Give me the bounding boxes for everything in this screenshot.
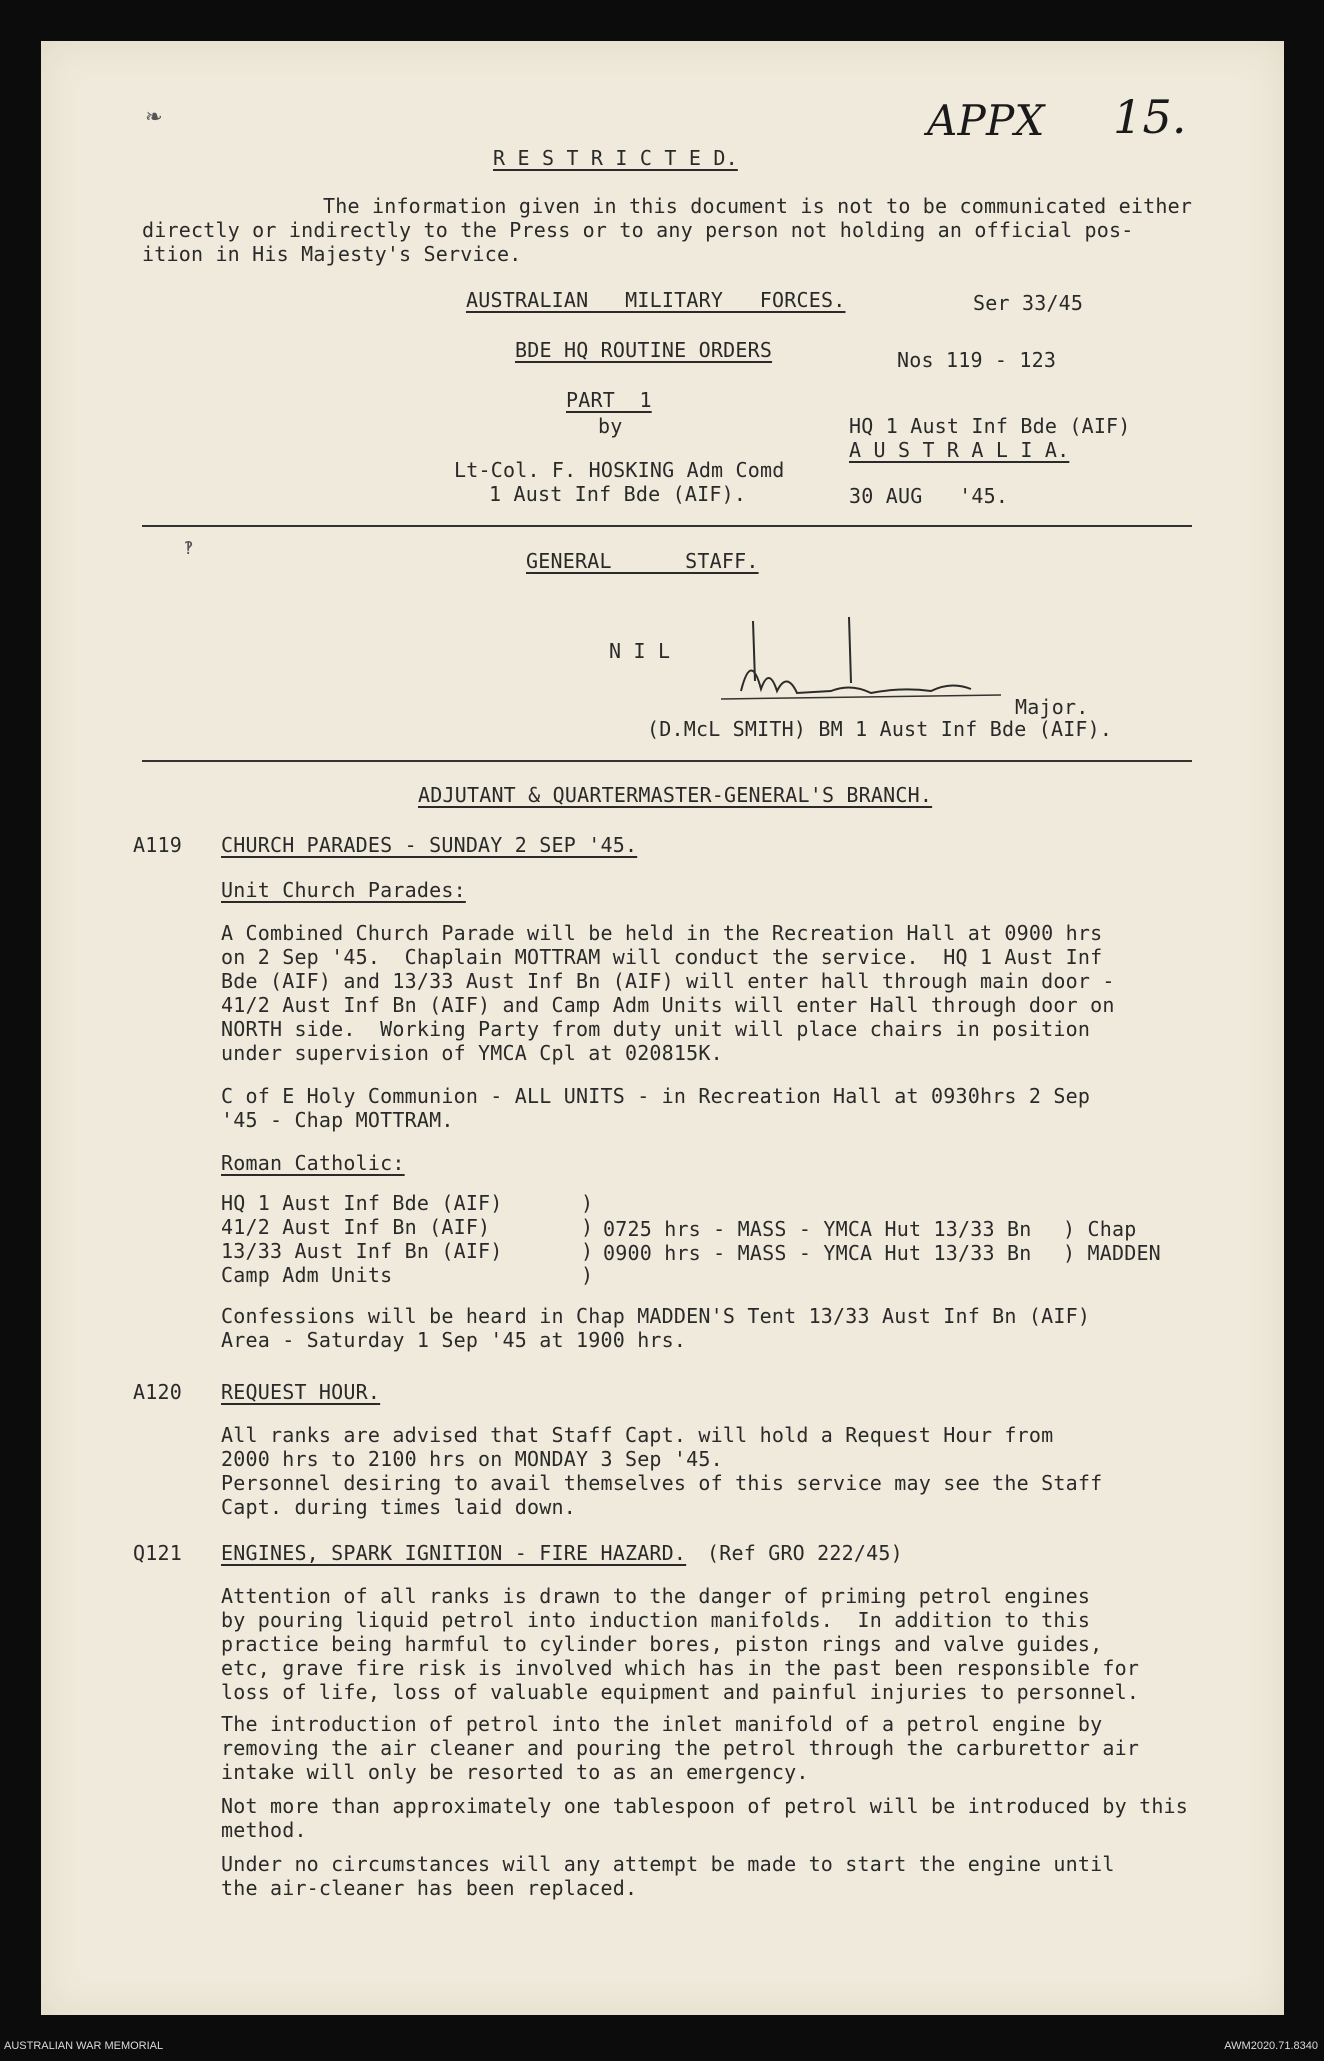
order-title-a120: REQUEST HOUR. [221,1380,381,1404]
order-numbers: Nos 119 - 123 [897,348,1057,372]
rc-chaplain: ) Chap [1063,1217,1137,1241]
unit-church-parades-heading: Unit Church Parades: [221,878,466,902]
commander-line-1: Lt-Col. F. HOSKING Adm Comd [454,458,785,482]
branch-heading: ADJUTANT & QUARTERMASTER-GENERAL'S BRANCH. [418,783,933,807]
unit-parade-line: 41/2 Aust Inf Bn (AIF) and Camp Adm Units will enter Hall through door on [221,993,1115,1017]
general-staff-heading: GENERAL STAFF. [526,549,759,573]
rc-bracket: ) [581,1239,594,1263]
order-number-a119: A119 [133,833,182,857]
order-number-a120: A120 [133,1380,182,1404]
rc-mass-time: 0900 hrs - MASS - YMCA Hut 13/33 Bn [603,1241,1032,1265]
request-hour-line: Capt. during times laid down. [221,1495,576,1519]
request-hour-line: All ranks are advised that Staff Capt. will hold a Request Hour from [221,1423,1054,1447]
footer-institution: AUSTRALIAN WAR MEMORIAL [4,2040,164,2052]
ink-mark: ❧ [146,101,162,131]
hq-line-2: A U S T R A L I A. [849,438,1070,462]
notice-line-3: ition in His Majesty's Service. [142,242,522,266]
divider [142,760,1192,762]
signature-rank: Major. [1015,695,1089,719]
fire-hazard-line: The introduction of petrol into the inlet manifold of a petrol engine by [221,1712,1103,1736]
forces-heading: AUSTRALIAN MILITARY FORCES. [466,288,846,312]
rc-unit: 41/2 Aust Inf Bn (AIF) [221,1215,491,1239]
rc-mass-time: 0725 hrs - MASS - YMCA Hut 13/33 Bn [603,1217,1032,1241]
rc-unit: HQ 1 Aust Inf Bde (AIF) [221,1191,503,1215]
roman-catholic-heading: Roman Catholic: [221,1151,405,1175]
fire-hazard-line: Not more than approximately one tablespoon of petrol will be introduced by this [221,1794,1189,1818]
communion-line: C of E Holy Communion - ALL UNITS - in Recreation Hall at 0930hrs 2 Sep [221,1084,1091,1108]
handwritten-signature [701,611,1021,721]
confession-line: Confessions will be heard in Chap MADDEN'S Tent 13/33 Aust Inf Bn (AIF) [221,1304,1091,1328]
request-hour-line: 2000 hrs to 2100 hrs on MONDAY 3 Sep '45. [221,1447,723,1471]
fire-hazard-line: practice being harmful to cylinder bores, piston rings and valve guides, [221,1632,1103,1656]
unit-parade-line: under supervision of YMCA Cpl at 020815K. [221,1041,723,1065]
fire-hazard-line: the air-cleaner has been replaced. [221,1876,638,1900]
notice-line-1: The information given in this document is not to be communicated either [323,194,1193,218]
rc-chaplain: ) MADDEN [1063,1241,1161,1265]
rc-bracket: ) [581,1215,594,1239]
unit-parade-line: A Combined Church Parade will be held in the Recreation Hall at 0900 hrs [221,921,1103,945]
confession-line: Area - Saturday 1 Sep '45 at 1900 hrs. [221,1328,687,1352]
restricted-heading: R E S T R I C T E D. [493,146,738,170]
staple-mark: ‽ [183,538,194,559]
fire-hazard-line: by pouring liquid petrol into induction manifolds. In addition to this [221,1608,1091,1632]
notice-line-2: directly or indirectly to the Press or to any person not holding an official pos- [142,218,1134,242]
commander-line-2: 1 Aust Inf Bde (AIF). [489,482,747,506]
rc-bracket: ) [581,1263,594,1287]
order-reference: (Ref GRO 222/45) [707,1541,903,1565]
fire-hazard-line: removing the air cleaner and pouring the petrol through the carburettor air [221,1736,1140,1760]
order-number-q121: Q121 [133,1541,182,1565]
request-hour-line: Personnel desiring to avail themselves of this service may see the Staff [221,1471,1103,1495]
document-page [41,41,1284,2015]
fire-hazard-line: method. [221,1818,307,1842]
communion-line: '45 - Chap MOTTRAM. [221,1108,454,1132]
rc-unit: 13/33 Aust Inf Bn (AIF) [221,1239,503,1263]
fire-hazard-line: Attention of all ranks is drawn to the danger of priming petrol engines [221,1584,1091,1608]
rc-bracket: ) [581,1191,594,1215]
nil-entry: N I L [609,639,671,663]
hq-line-1: HQ 1 Aust Inf Bde (AIF) [849,414,1131,438]
footer-accession-number: AWM2020.71.8340 [1224,2040,1318,2052]
fire-hazard-line: intake will only be resorted to as an emergency. [221,1760,809,1784]
appx-annotation: APPX [927,96,1045,145]
routine-orders-heading: BDE HQ ROUTINE ORDERS [515,338,773,362]
unit-parade-line: on 2 Sep '45. Chaplain MOTTRAM will conduct the service. HQ 1 Aust Inf [221,945,1103,969]
unit-parade-line: Bde (AIF) and 13/33 Aust Inf Bn (AIF) will enter hall through main door - [221,969,1115,993]
fire-hazard-line: loss of life, loss of valuable equipment and painful injuries to personnel. [221,1680,1140,1704]
rc-unit: Camp Adm Units [221,1263,393,1287]
order-title-q121: ENGINES, SPARK IGNITION - FIRE HAZARD. [221,1541,687,1565]
divider [142,525,1192,527]
fire-hazard-line: Under no circumstances will any attempt be made to start the engine until [221,1852,1115,1876]
signatory-line: (D.McL SMITH) BM 1 Aust Inf Bde (AIF). [647,717,1113,741]
unit-parade-line: NORTH side. Working Party from duty unit will place chairs in position [221,1017,1091,1041]
by-label: by [598,414,623,438]
fire-hazard-line: etc, grave fire risk is involved which has in the past been responsible for [221,1656,1140,1680]
appx-number: 15. [1113,90,1187,144]
serial-number: Ser 33/45 [973,291,1084,315]
order-date: 30 AUG '45. [849,484,1009,508]
order-title-a119: CHURCH PARADES - SUNDAY 2 SEP '45. [221,833,638,857]
part-heading: PART 1 [566,388,652,412]
